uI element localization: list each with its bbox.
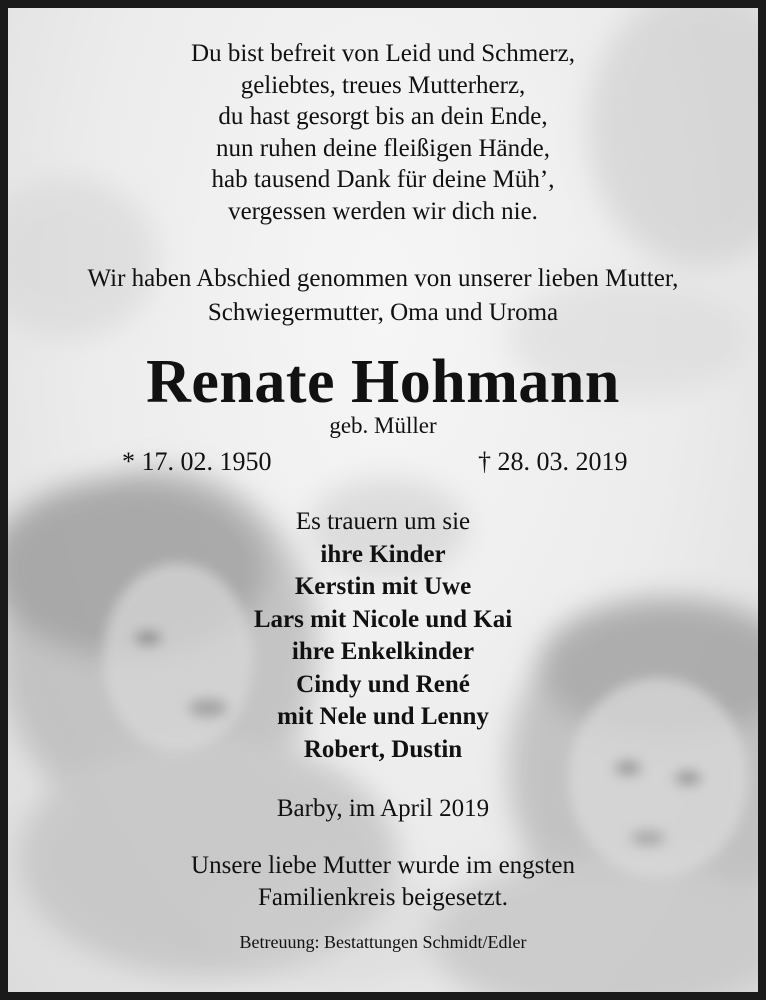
birth-date: * 17. 02. 1950	[122, 447, 272, 476]
mourner-line: Kerstin mit Uwe	[294, 573, 472, 600]
poem-line: du hast gesorgt bis an dein Ende,	[218, 103, 548, 130]
burial-note	[8, 850, 758, 914]
obituary-text	[8, 8, 758, 992]
place-and-date: Barby, im April 2019	[276, 795, 490, 822]
poem-line: vergessen werden wir dich nie.	[228, 197, 538, 225]
mourner-line: ihre Kinder	[320, 540, 446, 568]
deceased-name: Renate Hohmann	[146, 348, 620, 416]
mourner-line: Lars mit Nicole und Kai	[253, 605, 513, 633]
intro-line: Wir haben Abschied genommen von unserer lieben Mutter,	[87, 265, 679, 292]
poem-line: geliebtes, treues Mutterherz,	[240, 71, 526, 99]
burial-line: Familienkreis beigesetzt.	[258, 884, 508, 911]
mourner-line: ihre Enkelkinder	[291, 638, 475, 665]
mourner-line: Robert, Dustin	[303, 735, 463, 763]
mourners	[8, 506, 758, 766]
poem	[8, 38, 758, 227]
mourners-lead: Es trauern um sie	[295, 508, 471, 535]
mourner-line: Cindy und René	[296, 670, 470, 698]
poem-line: Du bist befreit von Leid und Schmerz,	[191, 40, 575, 67]
farewell-intro	[8, 262, 758, 330]
funeral-home-credit: Betreuung: Bestattungen Schmidt/Edler	[239, 932, 527, 952]
death-date: † 28. 03. 2019	[478, 447, 628, 476]
maiden-name: geb. Müller	[329, 413, 437, 438]
burial-line: Unsere liebe Mutter wurde im engsten	[191, 852, 575, 879]
intro-line: Schwiegermutter, Oma und Uroma	[207, 299, 559, 326]
poem-line: nun ruhen deine fleißigen Hände,	[216, 134, 550, 162]
mourner-line: mit Nele und Lenny	[277, 703, 489, 730]
poem-line: hab tausend Dank für deine Müh’,	[211, 166, 555, 193]
